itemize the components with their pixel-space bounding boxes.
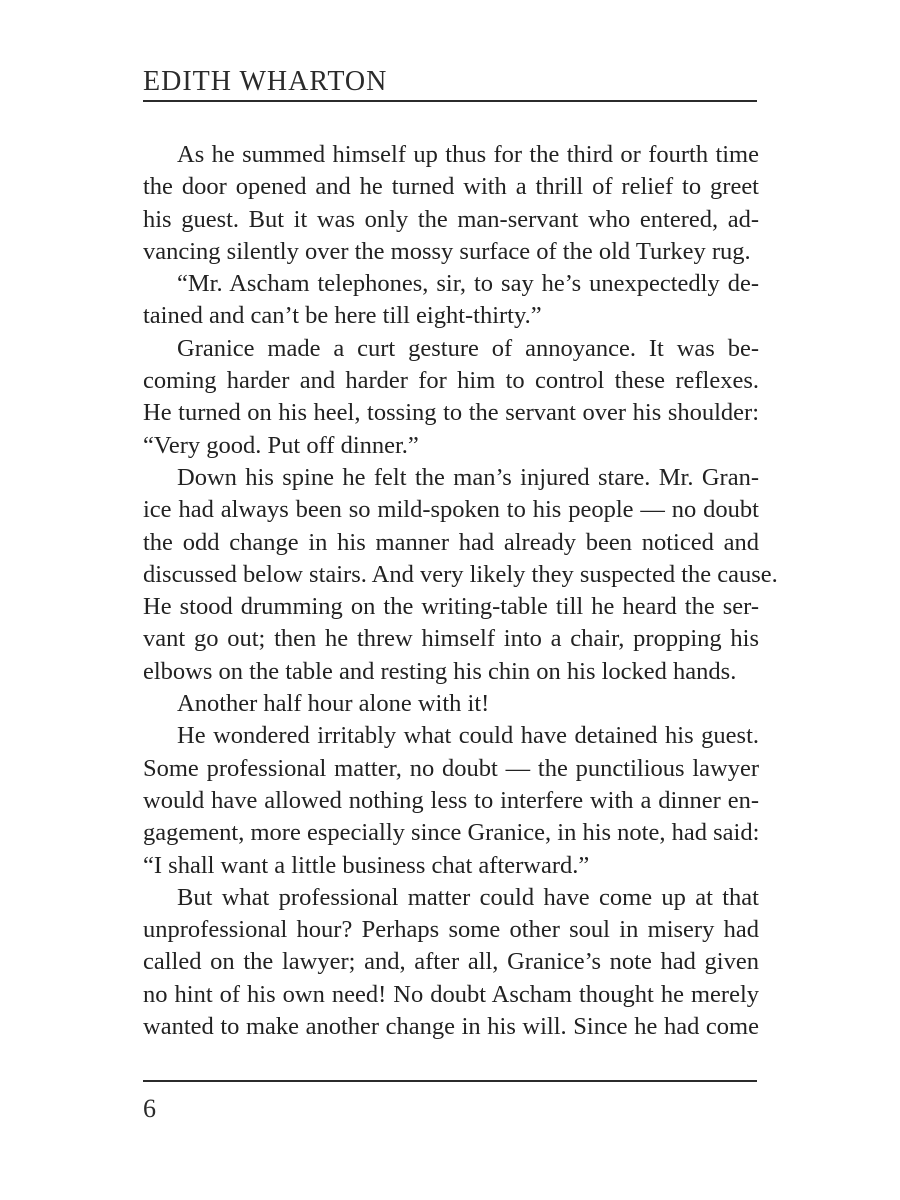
text-line: gagement, more especially since Granice, in his note, had said: xyxy=(143,819,760,847)
text-line: As he summed himself up thus for the third or fourth time xyxy=(177,141,759,168)
body-text xyxy=(143,139,778,1043)
text-line: no hint of his own need! No doubt Ascham thought he merely xyxy=(143,980,759,1008)
text-line: vancing silently over the mossy surface of the old Turkey rug. xyxy=(143,237,751,265)
page-number: 6 xyxy=(143,1094,156,1123)
text-line: Some professional matter, no doubt — the punctilious lawyer xyxy=(143,754,759,782)
text-line: his guest. But it was only the man-servant who entered, ad- xyxy=(143,205,759,233)
header-rule xyxy=(143,100,757,102)
text-line: Granice made a curt gesture of annoyance. It was be- xyxy=(177,334,759,362)
text-line: But what professional matter could have come up at that xyxy=(177,883,759,911)
text-line: He wondered irritably what could have detained his guest. xyxy=(177,722,759,750)
text-line: unprofessional hour? Perhaps some other soul in misery had xyxy=(143,916,759,944)
footer-rule xyxy=(143,1080,757,1082)
text-line: “I shall want a little business chat afterward.” xyxy=(143,851,590,879)
running-head: EDITH WHARTON xyxy=(143,66,388,97)
text-line: “Mr. Ascham telephones, sir, to say he’s unexpectedly de- xyxy=(177,270,759,298)
text-line: would have allowed nothing less to interfere with a dinner en- xyxy=(143,786,759,814)
text-line: ice had always been so mild-spoken to his people — no doubt xyxy=(143,496,759,524)
text-line: called on the lawyer; and, after all, Granice’s note had given xyxy=(143,948,759,976)
text-line: “Very good. Put off dinner.” xyxy=(143,431,419,459)
text-line: Another half hour alone with it! xyxy=(177,690,490,718)
text-line: wanted to make another change in his will. Since he had come xyxy=(143,1013,759,1041)
text-line: elbows on the table and resting his chin on his locked hands. xyxy=(143,657,737,685)
text-line: the door opened and he turned with a thrill of relief to greet xyxy=(143,173,759,201)
text-line: vant go out; then he threw himself into a chair, propping his xyxy=(143,625,759,653)
text-line: the odd change in his manner had already been noticed and xyxy=(143,528,759,556)
text-line: He stood drumming on the writing-table till he heard the ser- xyxy=(143,593,759,621)
text-line: discussed below stairs. And very likely they suspected the cause. xyxy=(143,560,778,588)
text-line: He turned on his heel, tossing to the servant over his shoulder: xyxy=(143,399,759,427)
text-line: Down his spine he felt the man’s injured stare. Mr. Gran- xyxy=(177,463,759,491)
text-line: tained and can’t be here till eight-thirty.” xyxy=(143,302,542,330)
text-line: coming harder and harder for him to control these reflexes. xyxy=(143,367,759,395)
